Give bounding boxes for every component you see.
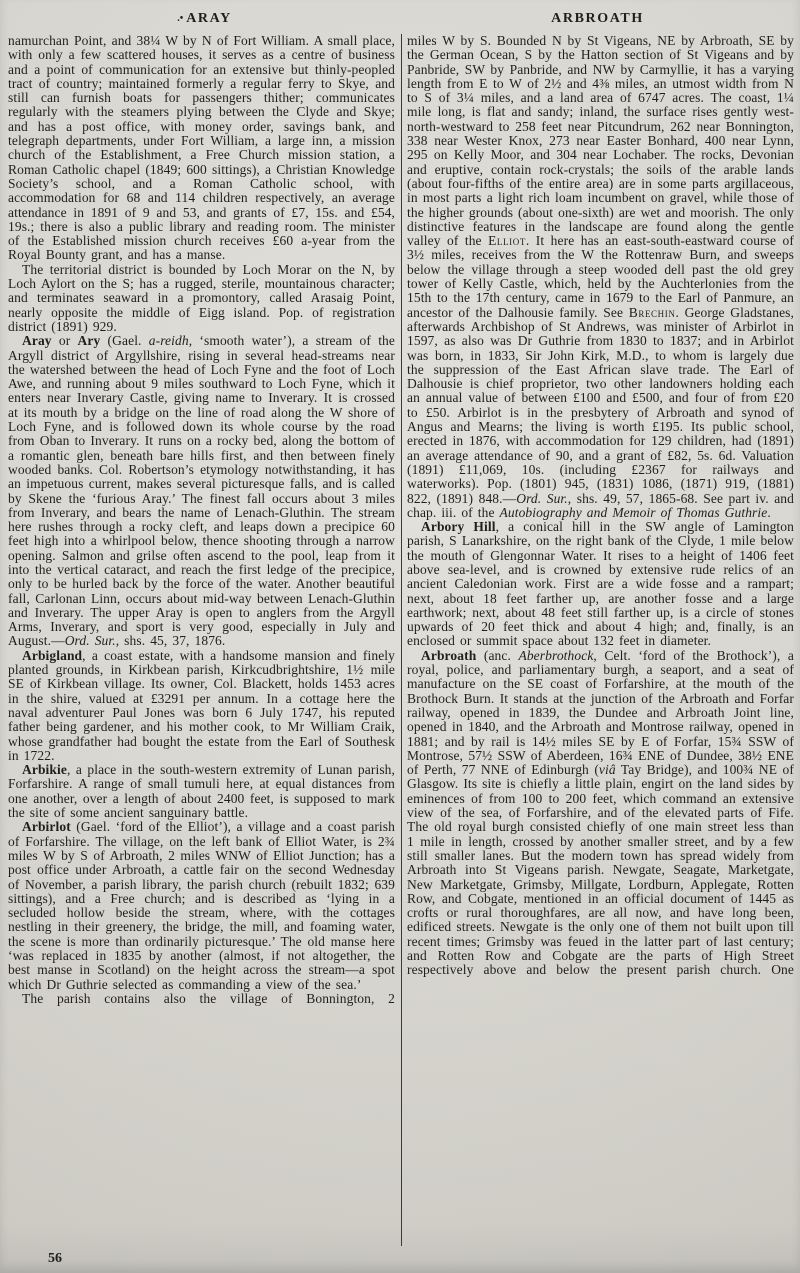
text-segment: miles W by S. Bounded N by St Vigeans, NE by Arbroath, SE by the German Ocean, S by the Hatton section of St Vigeans and by Panbride, SW by Panbride, and NW by Carmyllie, it has a varying length from E to W of 2½ and 4⅜ miles, an utmost width from N to S of 3¼ miles, and a land area of 6747 acres. The coast, 1¼ mile long, is flat and sandy; inland, the surface rises gently west-north-westward to 258 feet near Pitcundrum, 262 near Bonnington, 338 near Wester Knox, 273 near Easter Bonhard, 400 near Lynn, 295 on Kelly Moor, and 304 near Lochaber. The rocks, Devonian and eruptive, contain rock-crystals; the soils of the arable lands (about four-fifths of the entire area) are in some parts argillaceous, in most parts a light rich loam incumbent on gravel, while those of the higher grounds (about one-sixth) are wet and moorish. The only distinctive features in the landscape are found along the gentle valley of the bbox=[407, 34, 794, 249]
text-segment: or bbox=[51, 333, 78, 349]
text-segment: , Celt. ‘ford of the Brothock’), a royal, police, and parliamentary burgh, a seaport, and a seat of manufacture on the SE coast of Forfarshire, at the mouth of the Brothock Burn. It stands at the junction of the Arbroath and Forfar railway, opened in 1839, the Dundee and Arbroath Joint line, opened in 1840, and the Arbroath and Montrose railway, opened in 1881; and by rail is 14½ miles SE by E of Forfar, 15¾ SSW of Montrose, 57½ SSW of Aberdeen, 16¾ ENE of Dundee, 38½ ENE of Perth, 77 NNE of Edinburgh ( bbox=[407, 647, 794, 778]
column-divider bbox=[401, 34, 402, 1246]
paragraph bbox=[407, 520, 794, 649]
text-segment: . It here has an east-south-eastward course of 3½ miles, receives from the W the Rottenraw Burn, and sweeps below the village through a steep wooded dell past the old grey tower of Kelly Castle, which, held by the Auchterlonies from the 15th to the 17th century, came in 1679 to the Earl of Panmure, an ancestor of the Dalhousie family. See bbox=[407, 233, 794, 320]
paragraph bbox=[8, 334, 395, 649]
text-segment: Tay Bridge), and 100¾ NE of Glasgow. Its site is chiefly a little plain, engirt on the land sides by eminences of from 100 to 200 feet, which command an extensive view of the sea, of Forfarshire, and of the elevated parts of Fife. The old royal burgh consisted chiefly of one main street less than 1 mile in length, crossed by another smaller street, and by a few still smaller lanes. But the modern town has spread widely from Arbroath into St Vigeans parish. Newgate, Seagate, Marketgate, New Marketgate, Grimsby, Millgate, Lordburn, Applegate, Rotten Row, and Cobgate, mentioned in an official document of 1445 as crofts or rural thoroughfares, are all now, and have long been, edificed streets. Newgate is the only one of them not built upon till recent times; Grimsby was feued in the latter part of last century; and Rotten Row and Cobgate are the parts of High Street respectively above and below the present parish church. One bbox=[407, 762, 794, 978]
text-segment: Autobiography and Memoir of Thomas Guthrie bbox=[499, 504, 768, 520]
text-segment: Ary bbox=[77, 333, 101, 349]
text-segment: viâ bbox=[598, 762, 616, 778]
text-segment: Ord. Sur. bbox=[516, 490, 568, 506]
text-segment: . bbox=[767, 504, 771, 520]
text-segment: a-reidh bbox=[148, 333, 189, 349]
running-head-left-cell bbox=[8, 11, 401, 27]
text-segment: (Gael. bbox=[100, 333, 149, 349]
text-segment: namurchan Point, and 38¼ W by N of Fort William. A small place, with only a few scattered houses, it serves as a centre of business and a point of communication for an extensive but thinly-peopled tract of country; maintained formerly a regular ferry to Skye, and still can furnish boats for passengers thither; communicates regularly with the steamers plying between the Clyde and Skye; and has a post office, with money order, savings bank, and telegraph departments, under Fort William, a large inn, a mission church of the Establishment, a Free Church mission station, a Roman Catholic chapel (1849; 600 sittings), a Christian Knowledge Society’s school, and a Roman Catholic school, with accommodation for 68 and 114 children respectively, an average attendance in 1891 of 9 and 53, and grants of £7, 15s. and £54, 19s.; there is also a public library and reading room. The minister of the Established mission church receives £60 a-year from the Royal Bounty grant, and has a manse. bbox=[8, 34, 395, 263]
paragraph bbox=[8, 992, 395, 1006]
running-head-left: ARAY bbox=[186, 11, 232, 26]
text-segment: Arbory Hill bbox=[421, 519, 496, 535]
text-columns bbox=[8, 34, 794, 1246]
text-segment: , shs. 45, 37, 1876. bbox=[115, 633, 226, 649]
running-head bbox=[8, 11, 794, 27]
text-segment: Arbirlot bbox=[22, 819, 71, 835]
paragraph bbox=[8, 263, 395, 334]
paragraph bbox=[8, 34, 395, 263]
text-segment: , shs. 49, 57, 1865-68. See part iv. and chap. iii. of the bbox=[407, 490, 794, 520]
page-number: 56 bbox=[48, 1251, 62, 1266]
paragraph bbox=[8, 820, 395, 992]
text-segment: Aray bbox=[22, 333, 52, 349]
text-segment: , a coast estate, with a handsome mansion and finely planted grounds, in Kirkbean parish, Kirkcudbrightshire, 1½ mile SE of Kirkbean village. Its owner, Col. Blackett, holds 1453 acres in the shire, valued at £3291 per annum. In a cottage here the naval adventurer Paul Jones was born 6 July 1747, his reputed father being gardener, and his mother cook, to Mr William Craik, whose grandfather had bought the estate from the Earl of Southesk in 1722. bbox=[8, 647, 395, 763]
left-column bbox=[8, 34, 395, 1246]
text-segment: . George Gladstanes, afterwards Archbishop of St Andrews, was minister of Arbirlot in 1597, as also was Dr Guthrie from 1830 to 1837; and in Arbirlot was born, in 1833, Sir John Kirk, M.D., to whom is largely due the suppression of the East African slave trade. The Earl of Dalhousie is chief proprietor, two other landowners holding each an annual value of between £100 and £500, and four of from £20 to £50. Arbirlot is in the presbytery of Arbroath and synod of Angus and Mearns; the living is worth £195. Its public school, erected in 1876, with accommodation for 129 children, had (1891) an average attendance of 90, and a grant of £82, 5s. 6d. Valuation (1891) £11,069, 10s. (including £2367 for railways and waterworks). Pop. (1801) 945, (1831) 1086, (1871) 919, (1881) 822, (1891) 848.— bbox=[407, 304, 794, 506]
paragraph bbox=[8, 649, 395, 763]
text-segment: (Gael. ‘ford of the Elliot’), a village and a coast parish of Forfarshire. The village, on the left bank of Elliot Water, is 2¾ miles W by S of Arbroath, 2 miles WNW of Elliot Junction; has a post office under Arbroath, a cattle fair on the second Wednesday of November, a parish library, the parish church (rebuilt 1832; 639 sittings), and a Free church; and is described as ‘lying in a secluded hollow beside the stream, where, with the cottages nestling in their greenery, the bridge, the mill, and foaming water, the scene is more than ordinarily picturesque.’ The old manse here ‘was replaced in 1835 by another (almost, if not altogether, the best manse in Scotland) on the height across the stream—a spot which Dr Guthrie selected as commanding a view of the sea.’ bbox=[8, 819, 395, 992]
text-segment: The territorial district is bounded by Loch Morar on the N, by Loch Aylort on the S; has a rugged, sterile, mountainous character; and terminates seaward in a promontory, called Arasaig Point, nearly opposite the middle of Eigg island. Pop. of registration district (1891) 929. bbox=[8, 261, 395, 334]
text-segment: Elliot bbox=[488, 233, 526, 249]
right-column bbox=[407, 34, 794, 1246]
running-head-right-cell bbox=[401, 11, 794, 27]
text-segment: Arbroath bbox=[421, 647, 477, 663]
text-segment: Aberbrothock bbox=[518, 647, 594, 663]
text-segment: , a place in the south-western extremity of Lunan parish, Forfarshire. A range of small tumuli here, at equal distances from one another, over a length of about 2400 feet, is supposed to mark the site of some ancient sanguinary battle. bbox=[8, 762, 395, 821]
running-head-right: ARBROATH bbox=[551, 11, 644, 26]
paragraph bbox=[8, 763, 395, 820]
text-segment: , ‘smooth water’), a stream of the Argyll district of Argyllshire, rising in several head-streams near the watershed between the head of Loch Fyne and the foot of Loch Awe, and running about 9 miles southward to Loch Fyne, which it enters near Inverary Castle, giving name to Inverary. It is crossed at its mouth by a bridge on the line of road along the W shore of Loch Fyne, and is followed down its whole course by the road from Oban to Inverary. It runs on a rocky bed, along the bottom of a romantic glen, beneath bare hills first, and then between finely wooded banks. Col. Robertson’s etymology notwithstanding, it has an impetuous current, makes several picturesque falls, and is called by Skene the ‘furious Aray.’ The finest fall occurs about 3 miles from Inverary, and bears the name of Lenach-Gluthin. The stream here rushes through a rocky cleft, and leaps down a precipice 60 feet high into a whirlpool below, thence shooting through a narrow opening. Salmon and grilse often ascend to the pool, leap from it into the vertical cataract, and reach the first ledge of the precipice, only to be hurled back by the force of the water. Another beautiful fall, Carlonan Linn, occurs about mid-way between Lenach-Gluthin and Inverary. The upper Aray is open to anglers from the Argyll Arms, Inverary, and sport is very good, especially in July and August.— bbox=[8, 333, 396, 649]
text-segment: Brechin bbox=[628, 304, 676, 320]
text-segment: Arbigland bbox=[22, 647, 83, 663]
text-segment: , a conical hill in the SW angle of Lamington parish, S Lanarkshire, on the right bank of the Clyde, 1 mile below the mouth of Glengonnar Water. It rises to a height of 1406 feet above sea-level, and is crowned by extensive rude relics of an ancient Caledonian work. First are a wide fosse and a rampart; next, about 18 feet farther up, are another fosse and a large earthwork; next, about 48 feet still farther up, is a circle of stones upwards of 20 feet thick and about 4 high; and, finally, is an enclosed or summit space about 132 feet in diameter. bbox=[407, 519, 794, 649]
text-segment: Arbikie bbox=[22, 762, 67, 778]
text-segment: The parish contains also the village of Bonnington, 2 bbox=[22, 990, 395, 1006]
paragraph bbox=[407, 649, 794, 978]
paragraph bbox=[407, 34, 794, 520]
text-segment: Ord. Sur. bbox=[64, 633, 116, 649]
text-segment: (anc. bbox=[476, 647, 519, 663]
ink-blot: .• bbox=[177, 13, 184, 24]
